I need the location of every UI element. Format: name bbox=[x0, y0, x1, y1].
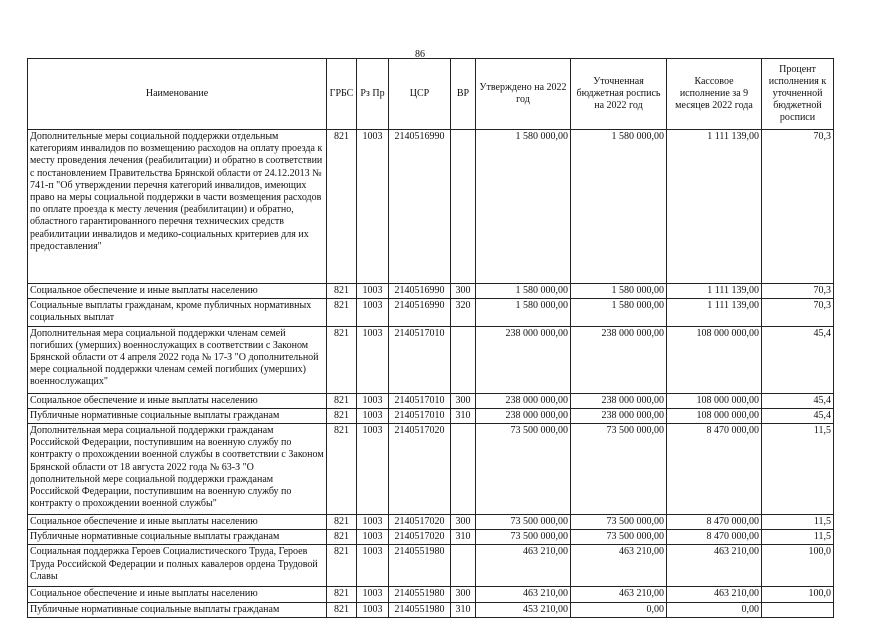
cell-name: Публичные нормативные социальные выплаты гражданам bbox=[28, 602, 327, 617]
cell-grbs: 821 bbox=[327, 284, 357, 299]
cell-refined: 1 580 000,00 bbox=[571, 284, 667, 299]
cell-cash: 8 470 000,00 bbox=[667, 424, 762, 515]
cell-approved: 73 500 000,00 bbox=[476, 515, 571, 530]
cell-csr: 2140517010 bbox=[389, 326, 451, 393]
header-vr: ВР bbox=[451, 59, 476, 130]
cell-approved: 238 000 000,00 bbox=[476, 408, 571, 423]
cell-csr: 2140517020 bbox=[389, 424, 451, 515]
cell-refined: 463 210,00 bbox=[571, 545, 667, 587]
cell-vr: 300 bbox=[451, 393, 476, 408]
cell-percent: 100,0 bbox=[762, 587, 834, 602]
cell-cash: 1 111 139,00 bbox=[667, 299, 762, 326]
cell-name: Социальное обеспечение и иные выплаты населению bbox=[28, 515, 327, 530]
cell-rzpr: 1003 bbox=[357, 130, 389, 284]
cell-approved: 1 580 000,00 bbox=[476, 130, 571, 284]
cell-rzpr: 1003 bbox=[357, 587, 389, 602]
cell-grbs: 821 bbox=[327, 408, 357, 423]
cell-rzpr: 1003 bbox=[357, 530, 389, 545]
cell-percent: 11,5 bbox=[762, 530, 834, 545]
cell-percent: 11,5 bbox=[762, 424, 834, 515]
cell-rzpr: 1003 bbox=[357, 393, 389, 408]
cell-name: Социальное обеспечение и иные выплаты населению bbox=[28, 587, 327, 602]
table-row bbox=[28, 545, 834, 587]
cell-cash: 0,00 bbox=[667, 602, 762, 617]
cell-grbs: 821 bbox=[327, 424, 357, 515]
cell-percent: 70,3 bbox=[762, 284, 834, 299]
cell-rzpr: 1003 bbox=[357, 408, 389, 423]
table-row bbox=[28, 530, 834, 545]
header-row bbox=[28, 59, 834, 130]
cell-grbs: 821 bbox=[327, 545, 357, 587]
cell-approved: 73 500 000,00 bbox=[476, 530, 571, 545]
table-row bbox=[28, 587, 834, 602]
table-row bbox=[28, 393, 834, 408]
cell-csr: 2140516990 bbox=[389, 130, 451, 284]
cell-vr: 310 bbox=[451, 602, 476, 617]
cell-name: Дополнительная мера социальной поддержки гражданам Российской Федерации, поступившим на военную службу по контракту о прохождении военной службы в соответствии с Законом Брянской области от 18 августа 2022 года № 63-З "О дополнительной мере социальной поддержки гражданам Российской Федерации, поступившим на военную службу по контракту о прохождении военной службы" bbox=[28, 424, 327, 515]
cell-csr: 2140516990 bbox=[389, 284, 451, 299]
cell-refined: 463 210,00 bbox=[571, 587, 667, 602]
header-percent: Процент исполнения к уточненной бюджетной росписи bbox=[762, 59, 834, 130]
cell-vr bbox=[451, 130, 476, 284]
cell-vr: 300 bbox=[451, 284, 476, 299]
cell-refined: 238 000 000,00 bbox=[571, 408, 667, 423]
header-csr: ЦСР bbox=[389, 59, 451, 130]
header-refined: Уточненная бюджетная роспись на 2022 год bbox=[571, 59, 667, 130]
cell-cash: 1 111 139,00 bbox=[667, 284, 762, 299]
cell-refined: 238 000 000,00 bbox=[571, 326, 667, 393]
cell-cash: 463 210,00 bbox=[667, 545, 762, 587]
cell-rzpr: 1003 bbox=[357, 545, 389, 587]
cell-vr bbox=[451, 326, 476, 393]
cell-vr bbox=[451, 424, 476, 515]
cell-csr: 2140517010 bbox=[389, 393, 451, 408]
cell-csr: 2140517020 bbox=[389, 515, 451, 530]
page-number: 86 bbox=[415, 49, 425, 60]
header-grbs: ГРБС bbox=[327, 59, 357, 130]
header-cash: Кассовое исполнение за 9 месяцев 2022 года bbox=[667, 59, 762, 130]
table-row bbox=[28, 515, 834, 530]
cell-grbs: 821 bbox=[327, 393, 357, 408]
cell-vr: 300 bbox=[451, 587, 476, 602]
header-name: Наименование bbox=[28, 59, 327, 130]
cell-grbs: 821 bbox=[327, 299, 357, 326]
table-row bbox=[28, 602, 834, 617]
cell-refined: 238 000 000,00 bbox=[571, 393, 667, 408]
cell-approved: 463 210,00 bbox=[476, 545, 571, 587]
cell-rzpr: 1003 bbox=[357, 284, 389, 299]
cell-cash: 1 111 139,00 bbox=[667, 130, 762, 284]
cell-rzpr: 1003 bbox=[357, 515, 389, 530]
cell-name: Дополнительные меры социальной поддержки отдельным категориям инвалидов по возмещению расходов на оплату проезда к месту проведения лечения (реабилитации) и обратно в соответствии с постановлением Правительства Брянской области от 24.12.2013 № 741-п "Об утверждении перечня категорий инвалидов, имеющих право на меры социальной поддержки в части возмещения расходов по оплате проезда к месту лечения (реабилитации) и обратно, областного гарантированного перечня технических средств реабилитации инвалидов и медико-социальных критериев для их предоставления" bbox=[28, 130, 327, 284]
cell-rzpr: 1003 bbox=[357, 602, 389, 617]
cell-name: Публичные нормативные социальные выплаты гражданам bbox=[28, 408, 327, 423]
cell-refined: 73 500 000,00 bbox=[571, 530, 667, 545]
cell-refined: 73 500 000,00 bbox=[571, 515, 667, 530]
cell-percent: 70,3 bbox=[762, 299, 834, 326]
cell-name: Социальная поддержка Героев Социалистического Труда, Героев Труда Российской Федерации и полных кавалеров ордена Трудовой Славы bbox=[28, 545, 327, 587]
cell-cash: 463 210,00 bbox=[667, 587, 762, 602]
cell-csr: 2140517020 bbox=[389, 530, 451, 545]
cell-grbs: 821 bbox=[327, 130, 357, 284]
cell-name: Социальные выплаты гражданам, кроме публичных нормативных социальных выплат bbox=[28, 299, 327, 326]
cell-rzpr: 1003 bbox=[357, 326, 389, 393]
cell-approved: 73 500 000,00 bbox=[476, 424, 571, 515]
table-row bbox=[28, 130, 834, 284]
cell-grbs: 821 bbox=[327, 587, 357, 602]
table-row bbox=[28, 424, 834, 515]
cell-vr: 320 bbox=[451, 299, 476, 326]
cell-approved: 1 580 000,00 bbox=[476, 299, 571, 326]
cell-vr: 310 bbox=[451, 408, 476, 423]
cell-refined: 1 580 000,00 bbox=[571, 299, 667, 326]
cell-percent: 45,4 bbox=[762, 408, 834, 423]
cell-percent: 45,4 bbox=[762, 393, 834, 408]
cell-cash: 8 470 000,00 bbox=[667, 515, 762, 530]
cell-csr: 2140551980 bbox=[389, 545, 451, 587]
cell-refined: 73 500 000,00 bbox=[571, 424, 667, 515]
cell-grbs: 821 bbox=[327, 326, 357, 393]
cell-approved: 453 210,00 bbox=[476, 602, 571, 617]
cell-grbs: 821 bbox=[327, 530, 357, 545]
cell-csr: 2140516990 bbox=[389, 299, 451, 326]
cell-approved: 1 580 000,00 bbox=[476, 284, 571, 299]
cell-vr: 300 bbox=[451, 515, 476, 530]
cell-cash: 8 470 000,00 bbox=[667, 530, 762, 545]
cell-csr: 2140551980 bbox=[389, 587, 451, 602]
cell-vr: 310 bbox=[451, 530, 476, 545]
cell-percent: 11,5 bbox=[762, 515, 834, 530]
cell-rzpr: 1003 bbox=[357, 424, 389, 515]
cell-cash: 108 000 000,00 bbox=[667, 326, 762, 393]
cell-refined: 1 580 000,00 bbox=[571, 130, 667, 284]
cell-csr: 2140517010 bbox=[389, 408, 451, 423]
table-row bbox=[28, 326, 834, 393]
cell-rzpr: 1003 bbox=[357, 299, 389, 326]
cell-grbs: 821 bbox=[327, 515, 357, 530]
cell-approved: 463 210,00 bbox=[476, 587, 571, 602]
cell-percent: 45,4 bbox=[762, 326, 834, 393]
cell-name: Социальное обеспечение и иные выплаты населению bbox=[28, 284, 327, 299]
cell-name: Дополнительная мера социальной поддержки членам семей погибших (умерших) военнослужащих в соответствии с Законом Брянской области от 4 апреля 2022 года № 17-З "О дополнительной мере социальной поддержки членам семей погибших (умерших) военнослужащих" bbox=[28, 326, 327, 393]
cell-approved: 238 000 000,00 bbox=[476, 393, 571, 408]
cell-cash: 108 000 000,00 bbox=[667, 408, 762, 423]
cell-percent bbox=[762, 602, 834, 617]
budget-execution-table bbox=[27, 58, 834, 618]
table-row bbox=[28, 299, 834, 326]
cell-percent: 70,3 bbox=[762, 130, 834, 284]
cell-approved: 238 000 000,00 bbox=[476, 326, 571, 393]
header-rzpr: Рз Пр bbox=[357, 59, 389, 130]
cell-cash: 108 000 000,00 bbox=[667, 393, 762, 408]
cell-grbs: 821 bbox=[327, 602, 357, 617]
cell-vr bbox=[451, 545, 476, 587]
cell-csr: 2140551980 bbox=[389, 602, 451, 617]
cell-name: Публичные нормативные социальные выплаты гражданам bbox=[28, 530, 327, 545]
cell-refined: 0,00 bbox=[571, 602, 667, 617]
cell-name: Социальное обеспечение и иные выплаты населению bbox=[28, 393, 327, 408]
table-row bbox=[28, 408, 834, 423]
cell-percent: 100,0 bbox=[762, 545, 834, 587]
header-approved: Утверждено на 2022 год bbox=[476, 59, 571, 130]
table-row bbox=[28, 284, 834, 299]
